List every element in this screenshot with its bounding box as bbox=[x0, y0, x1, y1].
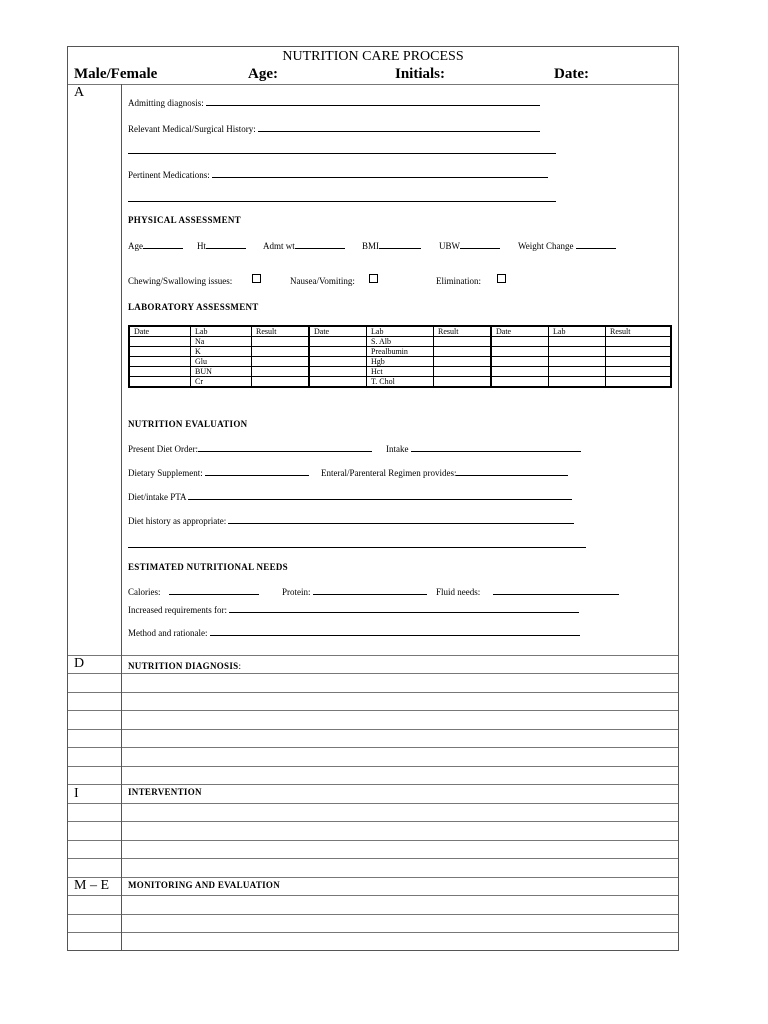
table-cell[interactable] bbox=[129, 367, 191, 377]
table-cell[interactable] bbox=[129, 377, 191, 388]
diet-pta-field[interactable] bbox=[128, 491, 572, 502]
row-line bbox=[68, 932, 678, 933]
lab-name-cell: Hgb bbox=[367, 357, 434, 367]
intervention-heading: INTERVENTION bbox=[128, 787, 202, 797]
row-line bbox=[68, 840, 678, 841]
intake-field[interactable] bbox=[386, 443, 581, 454]
ht-field[interactable] bbox=[197, 240, 246, 251]
calories-label: Calories: bbox=[128, 587, 161, 597]
medications-field[interactable] bbox=[128, 169, 548, 180]
table-cell[interactable] bbox=[252, 337, 310, 347]
table-cell[interactable] bbox=[129, 357, 191, 367]
medications-continuation-line[interactable] bbox=[128, 201, 556, 202]
table-cell[interactable] bbox=[309, 367, 367, 377]
table-cell[interactable] bbox=[129, 337, 191, 347]
table-cell[interactable] bbox=[252, 377, 310, 388]
table-cell[interactable] bbox=[549, 347, 606, 357]
row-line bbox=[68, 784, 678, 785]
age-field[interactable] bbox=[128, 240, 183, 251]
elimination-checkbox[interactable] bbox=[497, 274, 506, 283]
lab-name-cell: Prealbumin bbox=[367, 347, 434, 357]
diet-pta-label: Diet/intake PTA bbox=[128, 492, 187, 502]
row-line bbox=[68, 766, 678, 767]
table-cell[interactable] bbox=[129, 347, 191, 357]
table-cell[interactable] bbox=[309, 357, 367, 367]
lab-name-cell: Na bbox=[191, 337, 252, 347]
table-cell[interactable] bbox=[549, 357, 606, 367]
table-cell[interactable] bbox=[309, 377, 367, 388]
table-row bbox=[129, 367, 671, 377]
table-cell[interactable] bbox=[606, 367, 672, 377]
admit-wt-label: Admt wt bbox=[263, 241, 295, 251]
lab-name-cell: BUN bbox=[191, 367, 252, 377]
laboratory-assessment-heading: LABORATORY ASSESSMENT bbox=[128, 302, 259, 312]
section-i-label: I bbox=[74, 786, 79, 801]
table-cell[interactable] bbox=[434, 347, 492, 357]
table-cell[interactable] bbox=[434, 377, 492, 388]
ubw-label: UBW bbox=[439, 241, 460, 251]
age-label: Age bbox=[128, 241, 143, 251]
table-cell[interactable] bbox=[549, 367, 606, 377]
table-cell[interactable] bbox=[606, 347, 672, 357]
enteral-label: Enteral/Parenteral Regimen provides: bbox=[321, 468, 457, 478]
nutrition-evaluation-heading: NUTRITION EVALUATION bbox=[128, 419, 248, 429]
lab-name-cell: T. Chol bbox=[367, 377, 434, 388]
table-cell[interactable] bbox=[309, 337, 367, 347]
lab-table bbox=[128, 325, 672, 388]
nausea-label: Nausea/Vomiting: bbox=[290, 276, 355, 286]
protein-field[interactable] bbox=[282, 586, 427, 597]
table-header: Date bbox=[129, 326, 191, 337]
enteral-field[interactable] bbox=[321, 467, 568, 478]
table-cell[interactable] bbox=[606, 377, 672, 388]
table-header: Result bbox=[606, 326, 672, 337]
method-rationale-label: Method and rationale: bbox=[128, 628, 208, 638]
table-cell[interactable] bbox=[491, 377, 549, 388]
date-label: Date: bbox=[554, 66, 589, 82]
intake-label: Intake bbox=[386, 444, 409, 454]
table-row bbox=[129, 347, 671, 357]
table-header: Lab bbox=[191, 326, 252, 337]
table-row bbox=[129, 337, 671, 347]
row-line bbox=[68, 877, 678, 878]
monitoring-evaluation-heading: MONITORING AND EVALUATION bbox=[128, 880, 281, 890]
lab-name-cell: Hct bbox=[367, 367, 434, 377]
protein-label: Protein: bbox=[282, 587, 311, 597]
supplement-field[interactable] bbox=[128, 467, 309, 478]
section-a-label: A bbox=[74, 85, 85, 100]
diet-history-continuation-line[interactable] bbox=[128, 547, 586, 548]
age-header-label: Age: bbox=[248, 66, 278, 82]
table-cell[interactable] bbox=[252, 357, 310, 367]
diet-order-field[interactable] bbox=[128, 443, 372, 454]
fluid-needs-label: Fluid needs: bbox=[436, 587, 481, 597]
nutrition-diagnosis-colon: : bbox=[238, 661, 242, 671]
table-cell[interactable] bbox=[434, 357, 492, 367]
table-cell[interactable] bbox=[549, 337, 606, 347]
row-line bbox=[68, 673, 678, 674]
ht-label: Ht bbox=[197, 241, 206, 251]
nutrition-care-form bbox=[67, 46, 679, 951]
table-header: Result bbox=[252, 326, 310, 337]
section-column-divider bbox=[121, 84, 122, 951]
row-line bbox=[68, 858, 678, 859]
lab-name-cell: Cr bbox=[191, 377, 252, 388]
section-d-label: D bbox=[74, 656, 85, 671]
elimination-label: Elimination: bbox=[436, 276, 481, 286]
table-cell[interactable] bbox=[491, 347, 549, 357]
history-continuation-line[interactable] bbox=[128, 153, 556, 154]
initials-label: Initials: bbox=[395, 66, 446, 82]
table-header: Result bbox=[434, 326, 492, 337]
chewing-checkbox[interactable] bbox=[252, 274, 261, 283]
row-line bbox=[68, 692, 678, 693]
table-cell[interactable] bbox=[491, 367, 549, 377]
lab-name-cell: S. Alb bbox=[367, 337, 434, 347]
sex-label: Male/Female bbox=[74, 66, 158, 82]
medications-label: Pertinent Medications: bbox=[128, 170, 210, 180]
table-cell[interactable] bbox=[606, 337, 672, 347]
history-label: Relevant Medical/Surgical History: bbox=[128, 124, 256, 134]
calories-field[interactable] bbox=[128, 586, 259, 597]
diet-order-label: Present Diet Order: bbox=[128, 444, 198, 454]
row-line bbox=[68, 895, 678, 896]
row-line bbox=[68, 655, 678, 656]
diet-history-field[interactable] bbox=[128, 515, 574, 526]
nutrition-diagnosis-heading bbox=[128, 661, 241, 671]
bmi-field[interactable] bbox=[362, 240, 421, 251]
weight-change-field[interactable] bbox=[518, 240, 616, 251]
row-line bbox=[68, 821, 678, 822]
table-cell[interactable] bbox=[606, 357, 672, 367]
lab-name-cell: Glu bbox=[191, 357, 252, 367]
fluid-needs-field[interactable] bbox=[436, 586, 619, 597]
table-header: Date bbox=[309, 326, 367, 337]
diet-history-label: Diet history as appropriate: bbox=[128, 516, 227, 526]
row-line bbox=[68, 710, 678, 711]
table-cell[interactable] bbox=[434, 367, 492, 377]
history-field[interactable] bbox=[128, 123, 540, 134]
table-cell[interactable] bbox=[491, 337, 549, 347]
lab-table-header-row bbox=[129, 326, 671, 337]
ubw-field[interactable] bbox=[439, 240, 500, 251]
table-cell[interactable] bbox=[491, 357, 549, 367]
lab-name-cell: K bbox=[191, 347, 252, 357]
admitting-diagnosis-label: Admitting diagnosis: bbox=[128, 98, 204, 108]
table-cell[interactable] bbox=[309, 347, 367, 357]
estimated-needs-heading: ESTIMATED NUTRITIONAL NEEDS bbox=[128, 562, 288, 572]
table-header: Lab bbox=[367, 326, 434, 337]
chewing-label: Chewing/Swallowing issues: bbox=[128, 276, 233, 286]
table-header: Lab bbox=[549, 326, 606, 337]
admit-wt-field[interactable] bbox=[263, 240, 345, 251]
form-title: NUTRITION CARE PROCESS bbox=[282, 49, 464, 64]
section-me-label: M – E bbox=[74, 878, 109, 893]
row-line bbox=[68, 747, 678, 748]
header-divider bbox=[68, 84, 678, 85]
nutrition-diagnosis-heading-text: NUTRITION DIAGNOSIS bbox=[128, 661, 239, 671]
table-cell[interactable] bbox=[434, 337, 492, 347]
method-rationale-field[interactable] bbox=[128, 627, 580, 638]
table-row bbox=[129, 377, 671, 388]
table-cell[interactable] bbox=[549, 377, 606, 388]
increased-requirements-label: Increased requirements for: bbox=[128, 605, 227, 615]
increased-requirements-field[interactable] bbox=[128, 604, 579, 615]
supplement-label: Dietary Supplement: bbox=[128, 468, 203, 478]
row-line bbox=[68, 729, 678, 730]
table-row bbox=[129, 357, 671, 367]
nausea-checkbox[interactable] bbox=[369, 274, 378, 283]
weight-change-label: Weight Change bbox=[518, 241, 574, 251]
row-line bbox=[68, 914, 678, 915]
table-header: Date bbox=[491, 326, 549, 337]
table-cell[interactable] bbox=[252, 347, 310, 357]
admitting-diagnosis-field[interactable] bbox=[128, 97, 540, 108]
row-line bbox=[68, 803, 678, 804]
bmi-label: BMI bbox=[362, 241, 380, 251]
table-cell[interactable] bbox=[252, 367, 310, 377]
physical-assessment-heading: PHYSICAL ASSESSMENT bbox=[128, 215, 241, 225]
